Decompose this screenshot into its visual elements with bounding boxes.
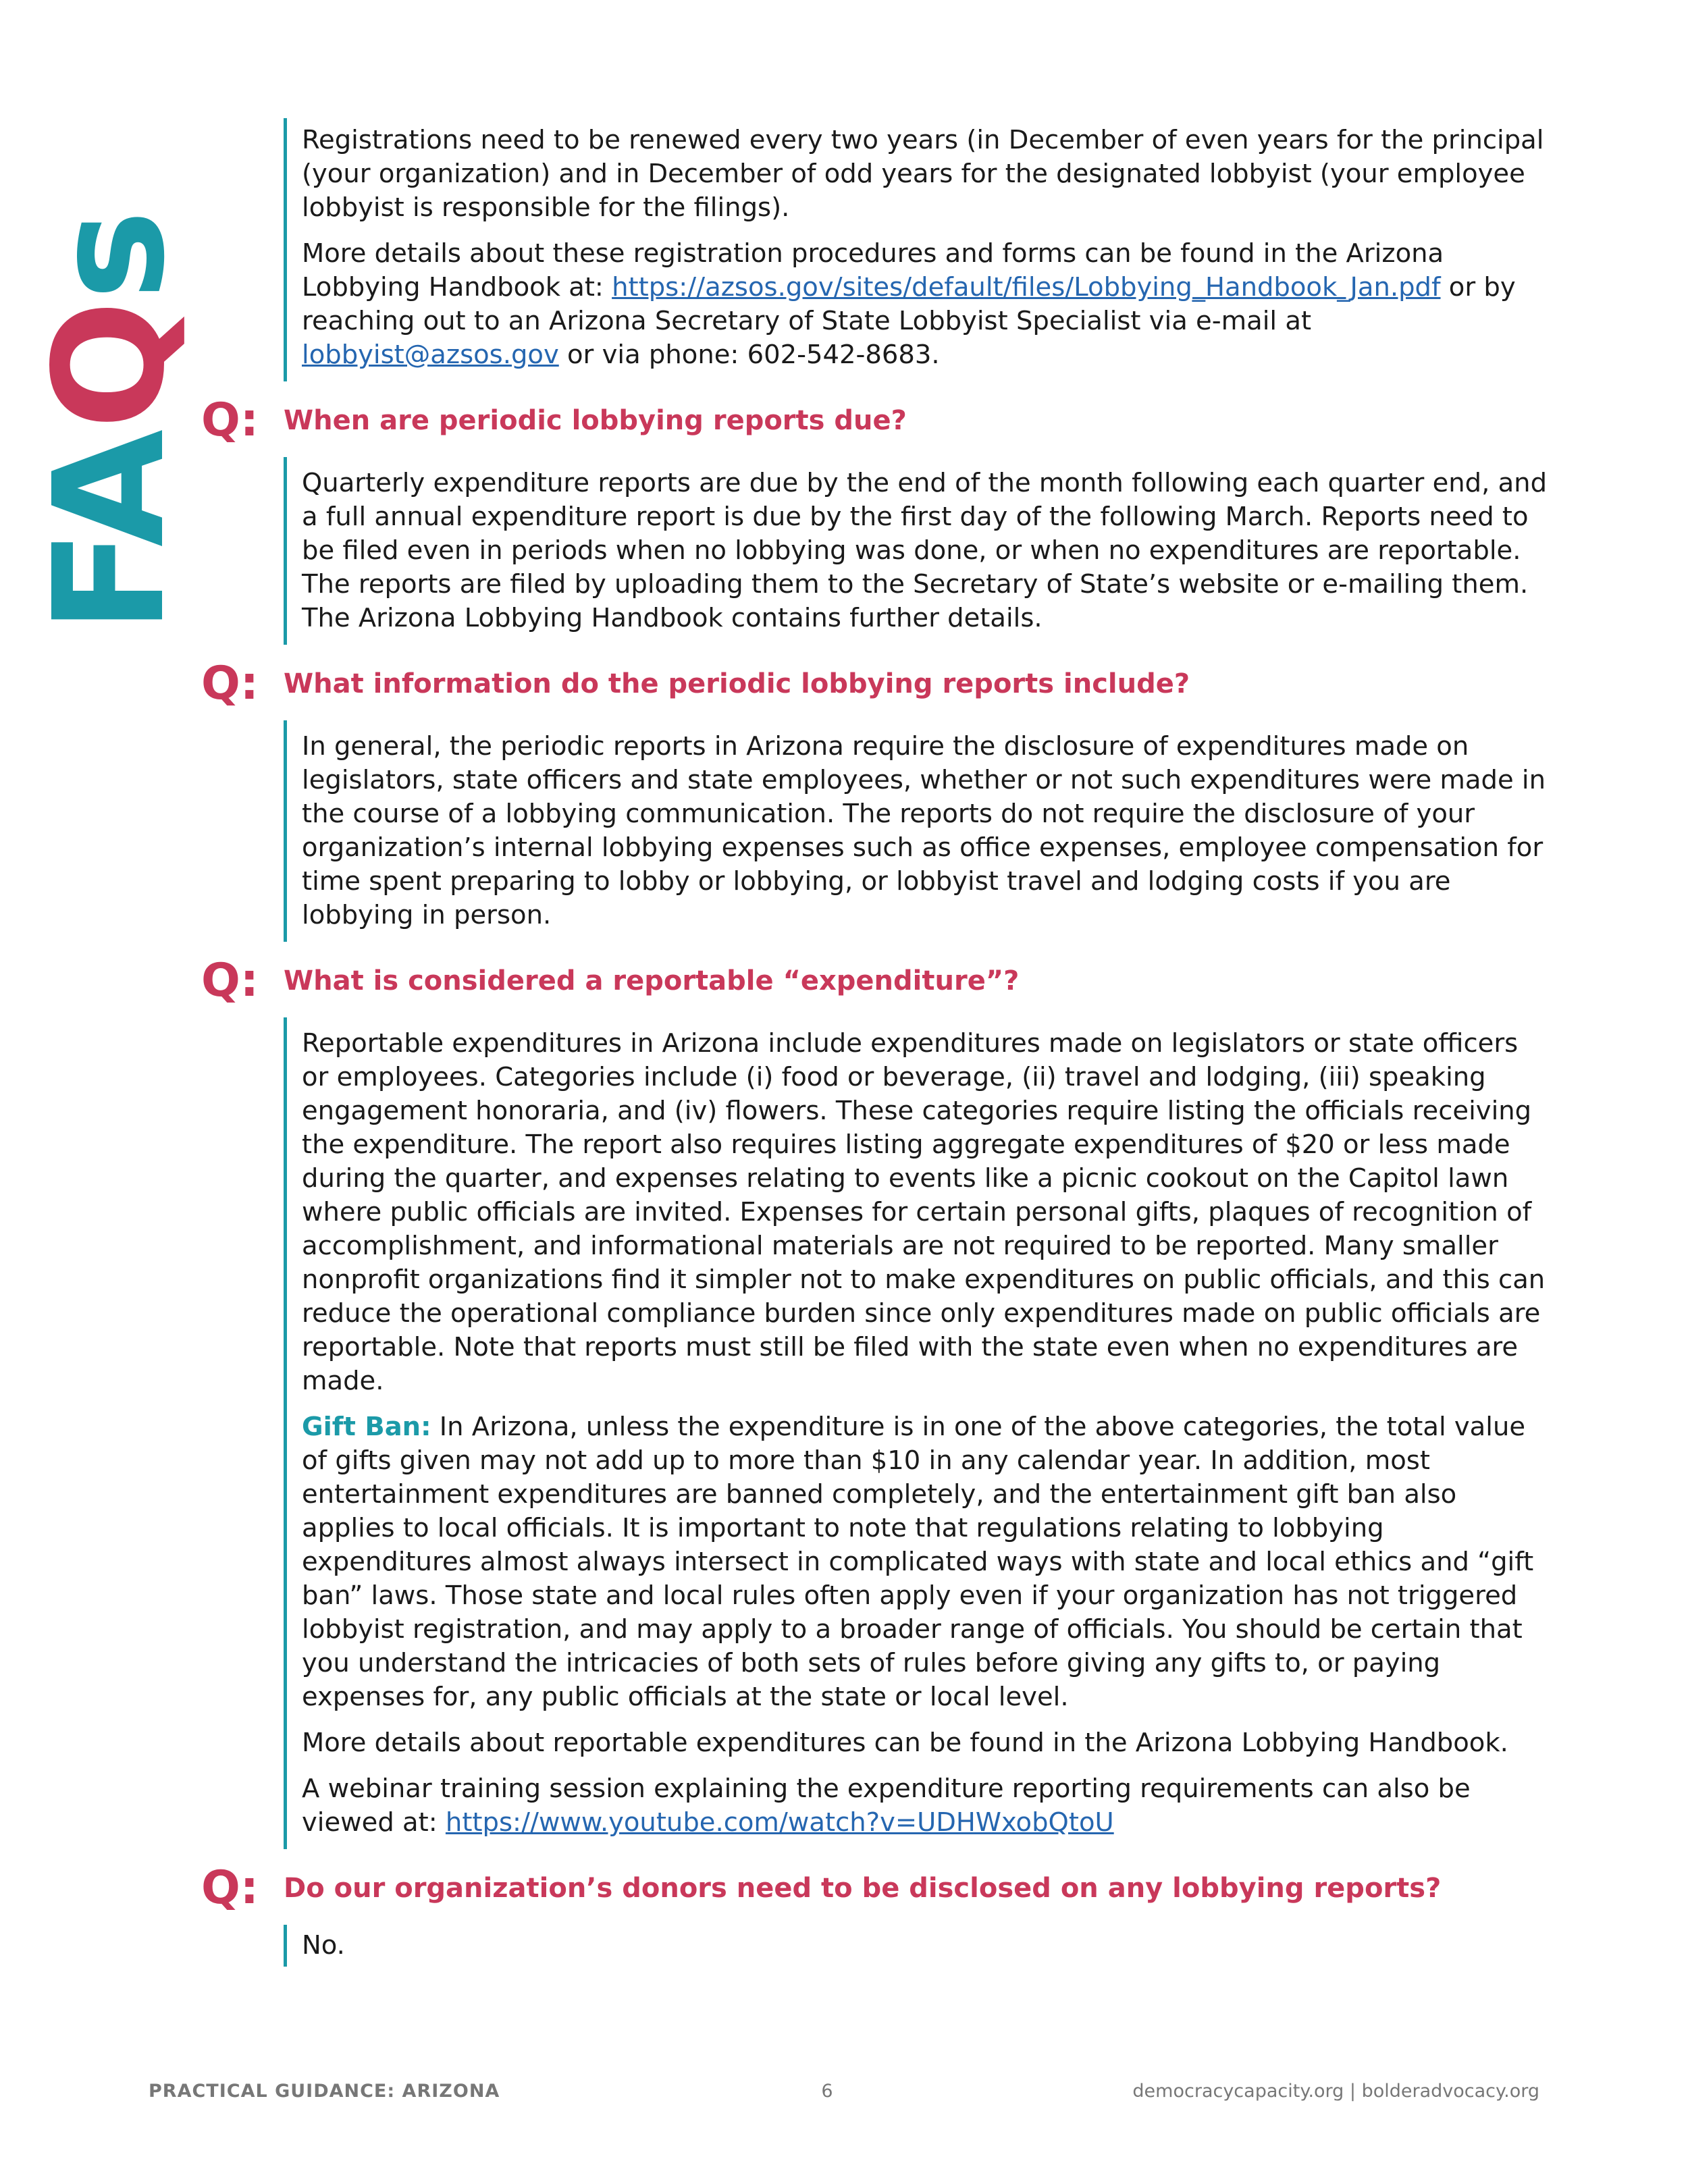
webinar-link[interactable]: https://www.youtube.com/watch?v=UDHWxobQtoU	[445, 1807, 1114, 1838]
faqs-letter-f: F	[22, 547, 199, 633]
faqs-letter-a: A	[22, 429, 199, 548]
q-marker: Q:	[201, 954, 259, 1007]
intro-paragraph-1: Registrations need to be renewed every two years (in December of even years for the principal (your organization) and in December of odd years for the designated lobbyist (your employee lobbyist is responsible for the filings).	[302, 125, 1544, 223]
intro-paragraph-2	[302, 237, 1552, 372]
answer-1	[284, 457, 1552, 645]
question-1	[201, 396, 1552, 445]
question-4-text: Do our organization’s donors need to be disclosed on any lobbying reports?	[284, 1873, 1442, 1904]
answer-3	[284, 1017, 1552, 1849]
question-3	[201, 954, 1552, 1007]
question-3-text: What is considered a reportable “expenditure”?	[284, 965, 1020, 996]
question-2-text: What information do the periodic lobbying reports include?	[284, 668, 1190, 699]
answer-3-paragraph-4	[302, 1772, 1552, 1840]
answer-1-text: Quarterly expenditure reports are due by the end of the month following each quarter end, and a full annual expenditure report is due by the first day of the following March. Reports need to be filed even in periods when no lobbying was done, or when no expenditures are reportable. The reports are filed by uploading them to the Secretary of State’s website or e-mailing them. The Arizona Lobbying Handbook contains further details.	[302, 468, 1548, 633]
lobbyist-email-link[interactable]: lobbyist@azsos.gov	[302, 340, 559, 370]
intro-text: or via phone: 602-542-8683.	[558, 340, 940, 370]
faqs-letter-s: s	[22, 209, 199, 300]
intro-text: or by reaching out to an Arizona Secretary of State Lobbyist Specialist via e-mail at	[302, 272, 1516, 336]
q-marker: Q:	[201, 394, 259, 447]
gift-ban-label: Gift Ban:	[302, 1412, 431, 1442]
question-4	[201, 1861, 1552, 1915]
footer-websites: democracycapacity.org | bolderadvocacy.org	[1132, 2081, 1539, 2102]
svg-text:FAQs	[22, 210, 199, 633]
q-marker: Q:	[201, 657, 259, 710]
faq-content	[201, 118, 1552, 1967]
answer-3-paragraph-1: Reportable expenditures in Arizona include expenditures made on legislators or state officers or employees. Categories include (i) food or beverage, (ii) travel and lodging, (iii) speaking engagement honoraria, and (iv) flowers. These categories require listing the officials receiving the expenditure. The report also requires listing aggregate expenditures of $20 or less made during the quarter, and expenses relating to events like a picnic cookout on the Capitol lawn where public officials are invited. Expenses for certain personal gifts, plaques of recognition of accomplishment, and informational materials are not required to be reported. Many smaller nonprofit organizations find it simpler not to make expenditures on public officials, and this can reduce the operational compliance burden since only expenditures made on public officials are reportable. Note that reports must still be filed with the state even when no expenditures are made.	[302, 1028, 1546, 1396]
answer-4	[284, 1925, 1552, 1967]
faqs-side-label	[22, 167, 199, 633]
question-2	[201, 657, 1552, 710]
answer-2	[284, 720, 1552, 942]
answer-3-paragraph-3: More details about reportable expenditures can be found in the Arizona Lobbying Handbook.	[302, 1728, 1508, 1758]
handbook-link[interactable]: https://azsos.gov/sites/default/files/Lobbying_Handbook_Jan.pdf	[612, 272, 1441, 302]
footer-guide-title: PRACTICAL GUIDANCE: ARIZONA	[149, 2081, 500, 2102]
answer-2-text: In general, the periodic reports in Arizona require the disclosure of expenditures made on legislators, state officers and state employees, whether or not such expenditures were made in the course of a lobbying communication. The reports do not require the disclosure of your organization’s internal lobbying expenses such as office expenses, employee compensation for time spent preparing to lobby or lobbying, or lobbyist travel and lodging costs if you are lobbying in person.	[302, 731, 1546, 930]
intro-text: More details about these registration procedures and forms can be found in the Arizona Lobbying Handbook at:	[302, 238, 1444, 302]
answer-4-text: No.	[302, 1930, 345, 1961]
q-marker: Q:	[201, 1861, 259, 1915]
page-footer	[149, 2081, 1539, 2108]
footer-page-number: 6	[821, 2081, 833, 2102]
faqs-letter-q: Q	[22, 300, 199, 429]
question-1-text: When are periodic lobbying reports due?	[284, 405, 907, 436]
gift-ban-text: In Arizona, unless the expenditure is in one of the above categories, the total value of gifts given may not add up to more than $10 in any calendar year. In addition, most entertainment expenditures are banned completely, and the entertainment gift ban also applies to local officials. It is important to note that regulations relating to lobbying expenditures almost always intersect in complicated ways with state and local ethics and “gift ban” laws. Those state and local rules often apply even if your organization has not triggered lobbyist registration, and may apply to a broader range of officials. You should be certain that you understand the intricacies of both sets of rules before giving any gifts to, or paying expenses for, any public officials at the state or local level.	[302, 1412, 1534, 1712]
webinar-text: A webinar training session explaining the expenditure reporting requirements can also be viewed at:	[302, 1774, 1471, 1838]
intro-answer	[284, 118, 1552, 381]
gift-ban-paragraph	[302, 1410, 1552, 1714]
